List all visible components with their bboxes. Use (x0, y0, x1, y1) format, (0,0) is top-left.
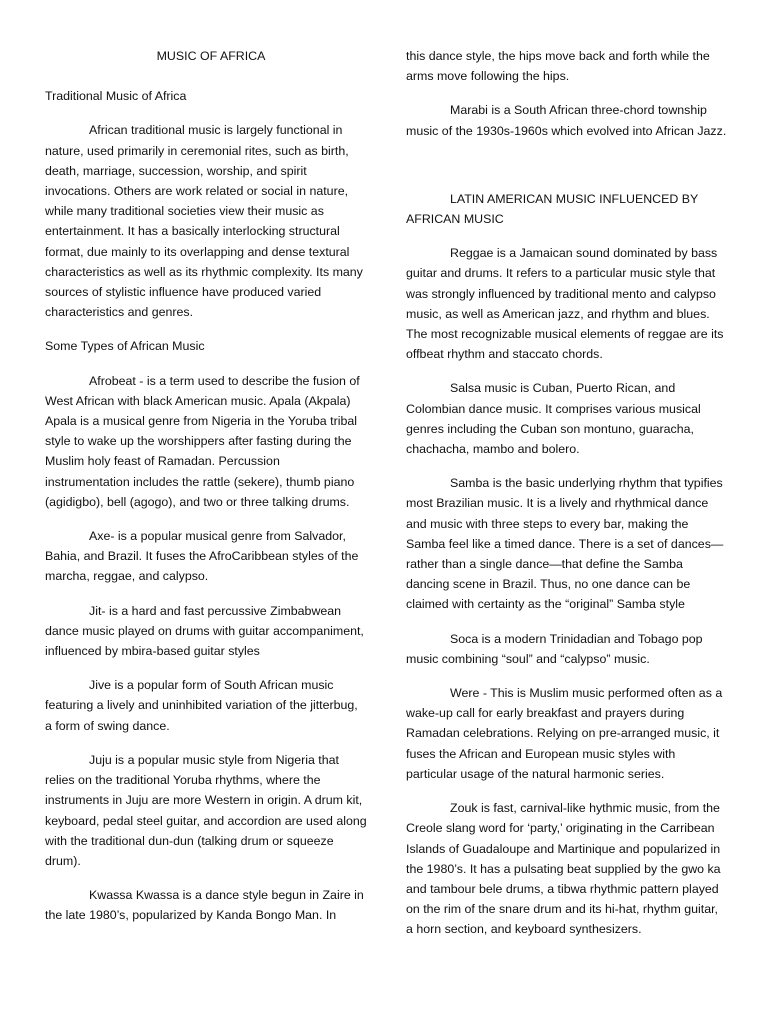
paragraph-traditional-music: African traditional music is largely functional in nature, used primarily in ceremonial rites, such as birth, death, marriage, succession, worship, and spirit invocations. Others are work related or social in nature, while many traditional societies view their music as entertainment. It has a basically interlocking structural format, due mainly to its overlapping and dense textural characteristics as well as its rhythmic complexity. Its many sources of stylistic influence have produced varied characteristics and genres. (45, 123, 363, 320)
paragraph-axe: Axe- is a popular musical genre from Salvador, Bahia, and Brazil. It fuses the AfroCaribbean styles of the marcha, reggae, and calypso. (45, 529, 359, 584)
paragraph-were: Were - This is Muslim music performed often as a wake-up call for early breakfast and prayers during Ramadan celebrations. Relying on pre-arranged music, it fuses the African and European music styles with particular usage of the natural harmonic series. (406, 686, 723, 781)
section-spacer (406, 155, 728, 189)
paragraph-kwassa-kwassa-continued: this dance style, the hips move back and forth while the arms move following the hips. (406, 49, 710, 84)
section-heading-types-of-african-music: Some Types of African Music (45, 339, 205, 354)
section-heading-traditional-music: Traditional Music of Africa (45, 89, 187, 104)
document-title: MUSIC OF AFRICA (156, 49, 266, 63)
paragraph-afrobeat: Afrobeat - is a term used to describe the fusion of West African with black American music. Apala (Akpala) Apala is a musical genre from Nigeria in the Yoruba tribal style to wake up the worshippers after fasting during the Muslim holy feast of Ramadan. Percussion instrumentation includes the rattle (sekere), thumb piano (agidigbo), bell (agogo), and two or three talking drums. (45, 373, 360, 509)
section-heading-latin-american-music: LATIN AMERICAN MUSIC INFLUENCED BY AFRICAN MUSIC (406, 191, 699, 227)
paragraph-soca: Soca is a modern Trinidadian and Tobago pop music combining “soul” and “calypso” music. (406, 631, 703, 666)
paragraph-kwassa-kwassa: Kwassa Kwassa is a dance style begun in Zaire in the late 1980’s, popularized by Kanda Bongo Man. In (45, 888, 364, 923)
paragraph-jit: Jit- is a hard and fast percussive Zimbabwean dance music played on drums with guitar accompaniment, influenced by mbira-based guitar styles (45, 603, 364, 659)
paragraph-juju: Juju is a popular music style from Nigeria that relies on the traditional Yoruba rhythms, where the instruments in Juju are more Western in origin. A drum kit, keyboard, pedal steel guitar, and accordion are used along with the traditional dun-dun (talking drum or squeeze drum). (45, 752, 367, 868)
right-column (406, 0, 728, 954)
paragraph-reggae: Reggae is a Jamaican sound dominated by bass guitar and drums. It refers to a particular music style that was strongly influenced by traditional mento and calypso music, as well as American jazz, and rhythm and blues. The most recognizable musical elements of reggae are its offbeat rhythm and staccato chords. (406, 246, 724, 362)
paragraph-jive: Jive is a popular form of South African music featuring a lively and uninhibited variation of the jitterbug, a form of swing dance. (45, 678, 358, 733)
left-column (45, 0, 367, 940)
paragraph-zouk: Zouk is fast, carnival-like hythmic music, from the Creole slang word for ‘party,’ originating in the Carribean Islands of Guadaloupe and Martinique and popularized in the 1980’s. It has a pulsating beat supplied by the gwo ka and tambour bele drums, a tibwa rhythmic pattern played on the rim of the snare drum and its hi-hat, rhythm guitar, a horn section, and keyboard synthesizers. (406, 801, 721, 937)
paragraph-marabi: Marabi is a South African three-chord township music of the 1930s-1960s which evolved into African Jazz. (406, 103, 727, 138)
paragraph-salsa: Salsa music is Cuban, Puerto Rican, and Colombian dance music. It comprises various musical genres including the Cuban son montuno, guaracha, chachacha, mambo and bolero. (406, 381, 701, 457)
paragraph-samba: Samba is the basic underlying rhythm that typifies most Brazilian music. It is a lively and rhythmical dance and music with three steps to every bar, making the Samba feel like a timed dance. There is a set of dances—rather than a single dance—that define the Samba dancing scene in Brazil. Thus, no one dance can be claimed with certainty as the “original” Samba style (406, 476, 724, 612)
